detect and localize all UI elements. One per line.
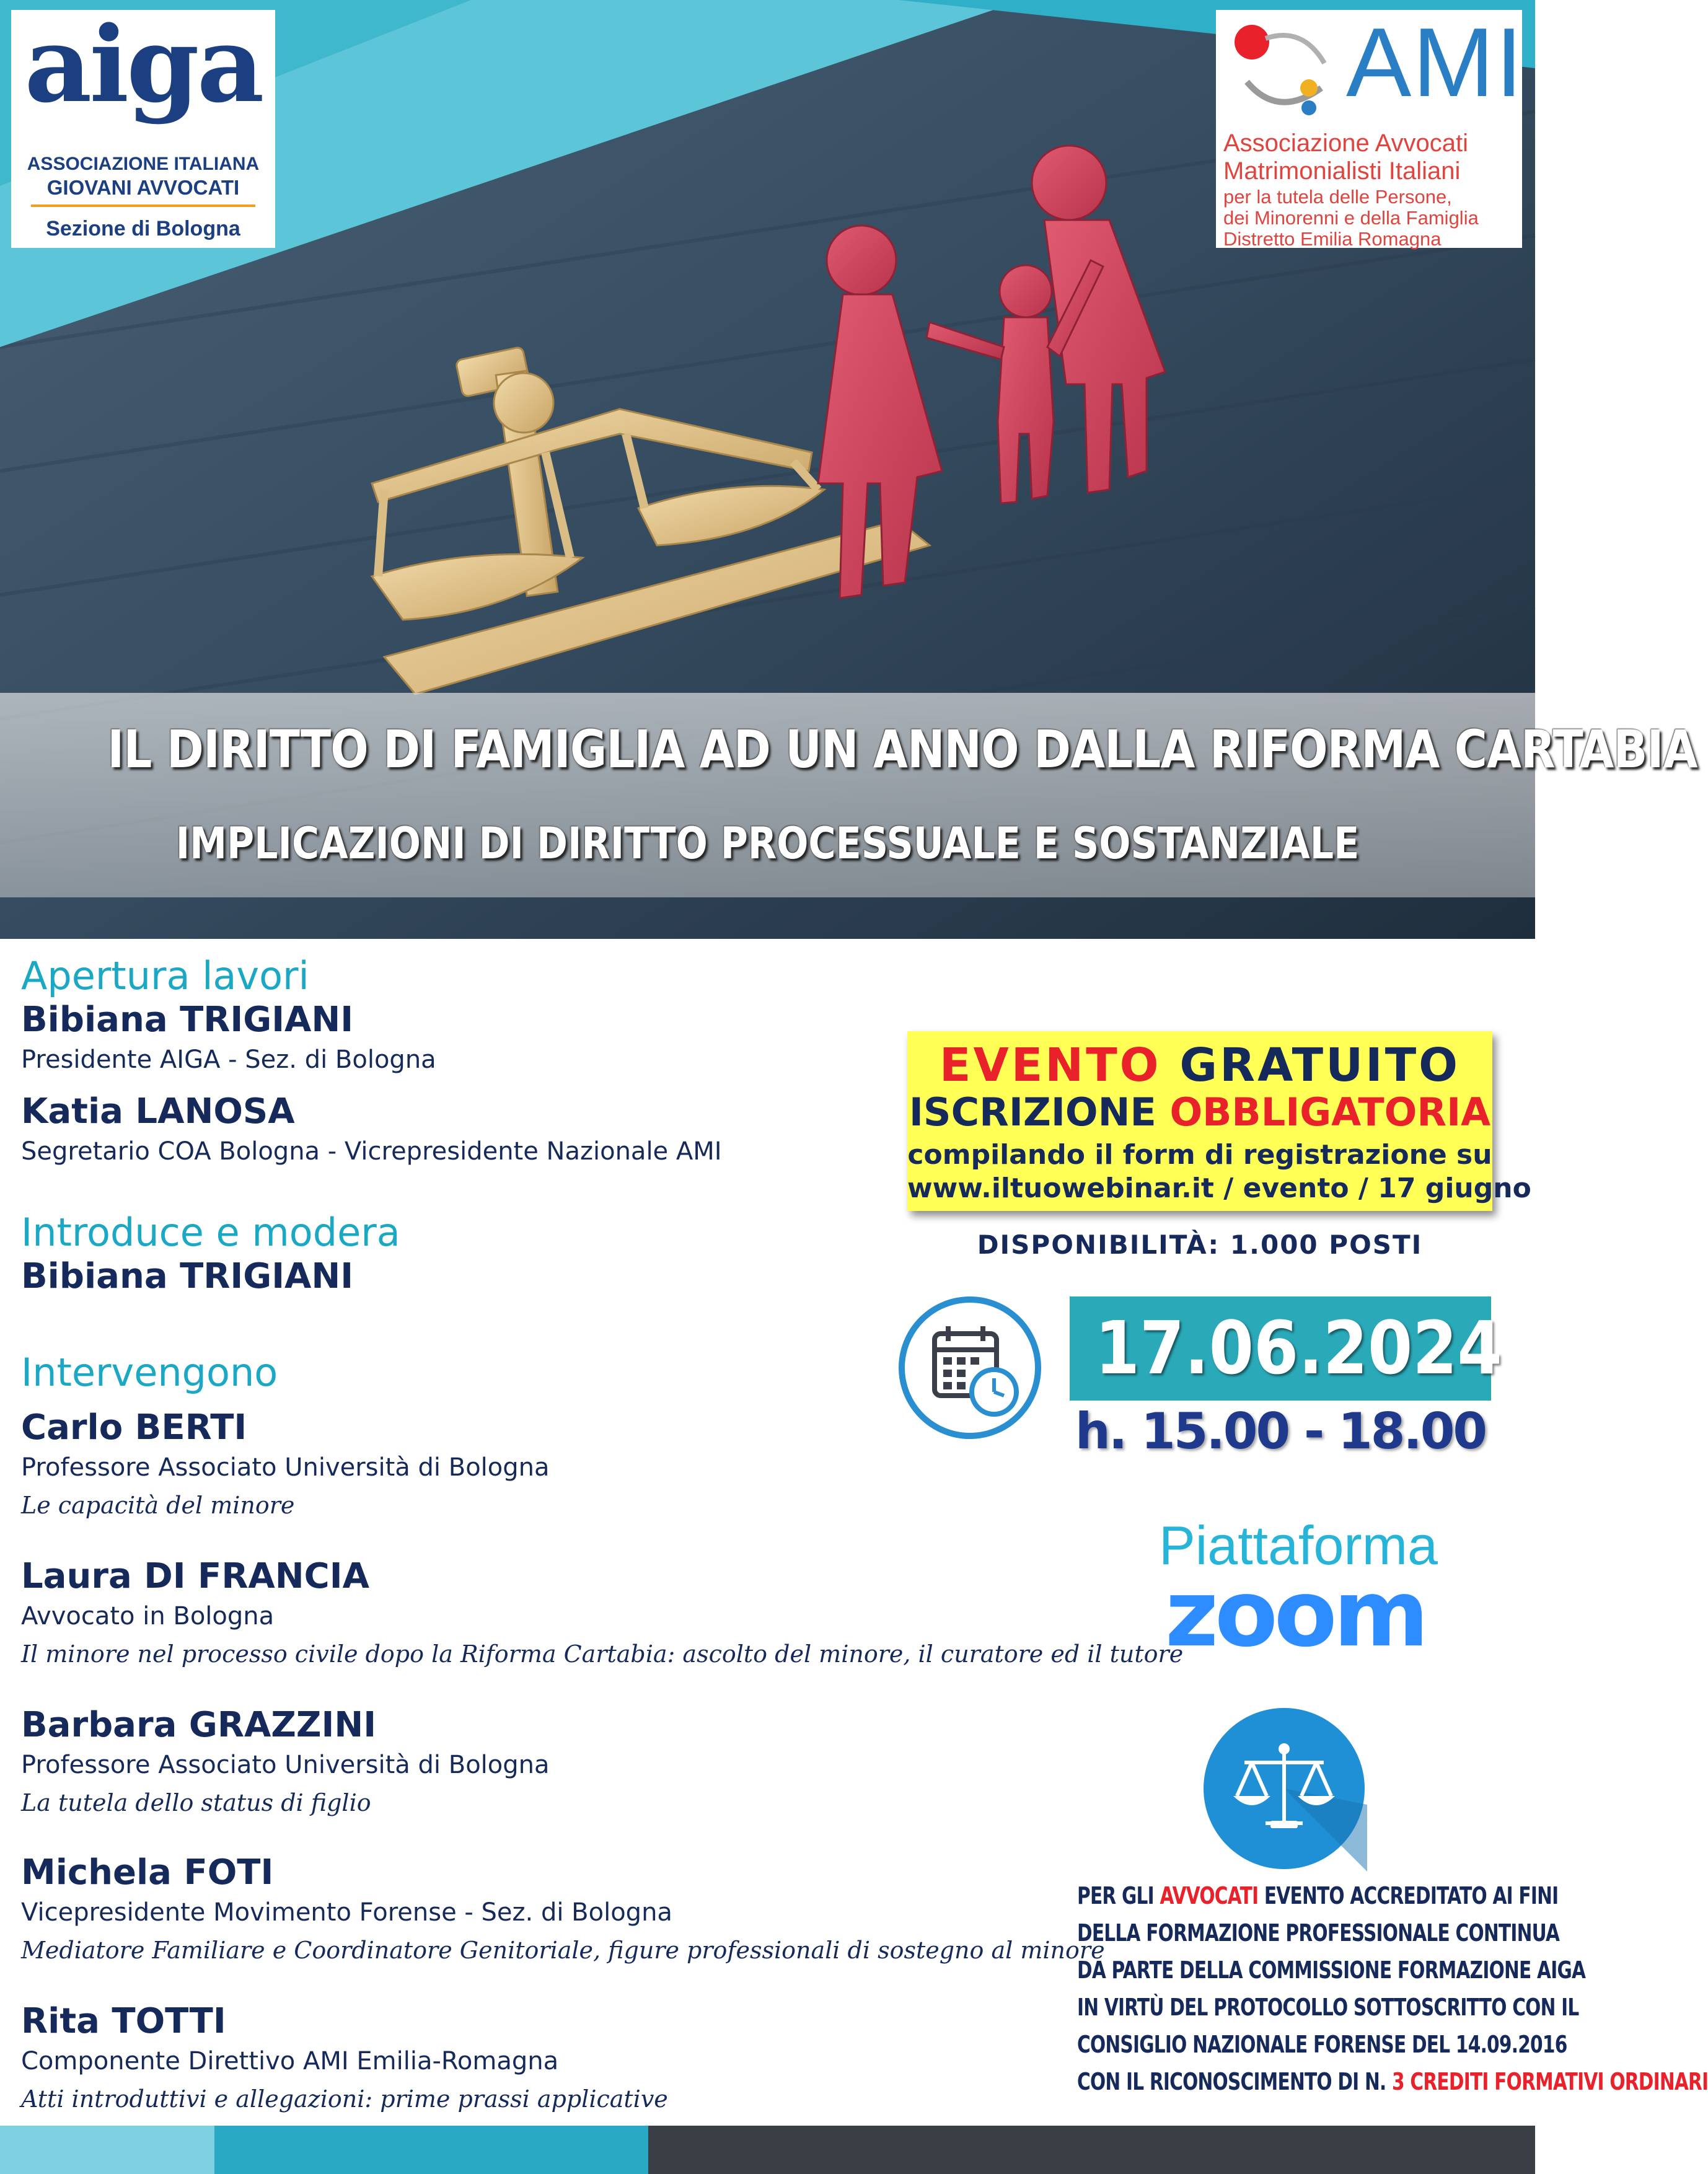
ami-line-5: Distretto Emilia Romagna — [1223, 228, 1442, 250]
accreditation-line-1: PER GLI AVVOCATI EVENTO ACCREDITATO AI FINI — [1077, 1882, 1559, 1909]
zoom-logo: zoom — [1165, 1560, 1425, 1667]
ami-line-4: dei Minorenni e della Famiglia — [1223, 207, 1479, 229]
registration-box — [907, 1031, 1531, 1211]
ami-line-1: Associazione Avvocati — [1223, 130, 1469, 157]
accreditation-line-5: CONSIGLIO NAZIONALE FORENSE DEL 14.09.2016 — [1077, 2031, 1567, 2058]
event-date: 17.06.2024 — [1094, 1305, 1502, 1391]
aiga-logo — [11, 3, 275, 248]
heading-moderator: Introduce e modera — [21, 1210, 400, 1255]
speaker-topic: Le capacità del minore — [21, 1492, 295, 1519]
accreditation-line-4: IN VIRTÙ DEL PROTOCOLLO SOTTOSCRITTO CON IL — [1077, 1994, 1579, 2021]
availability: DISPONIBILITÀ: 1.000 POSTI — [977, 1230, 1423, 1260]
accreditation-line-6: CON IL RICONOSCIMENTO DI N. 3 CREDITI FORMATIVI ORDINARI — [1077, 2068, 1708, 2095]
free-word: GRATUITO — [1179, 1039, 1461, 1092]
event-time: h. 15.00 - 18.00 — [1075, 1402, 1486, 1460]
event-title: IL DIRITTO DI FAMIGLIA AD UN ANNO DALLA RIFORMA CARTABIA — [107, 719, 1697, 780]
footer-bar-teal — [214, 2126, 648, 2174]
speaker-role: Professore Associato Università di Bologna — [21, 1453, 550, 1482]
ami-emblem-icon — [1222, 14, 1346, 131]
speaker-name: Carlo BERTI — [21, 1407, 247, 1448]
mandatory-word: OBBLIGATORIA — [1169, 1089, 1491, 1135]
heading-opening: Apertura lavori — [21, 953, 309, 998]
aiga-divider — [31, 205, 255, 207]
accreditation-line-2: DELLA FORMAZIONE PROFESSIONALE CONTINUA — [1077, 1919, 1560, 1947]
signup-word: ISCRIZIONE — [909, 1089, 1156, 1135]
ami-line-2: Matrimonialisti Italiani — [1223, 157, 1461, 185]
footer-bar-dark — [648, 2126, 1535, 2174]
calendar-clock-icon — [897, 1295, 1042, 1440]
free-event-line — [907, 1039, 1492, 1092]
speaker-topic: Mediatore Familiare e Coordinatore Genitoriale, figure professionali di sostegno al minore — [21, 1937, 1105, 1964]
event-word: EVENTO — [939, 1039, 1161, 1092]
speaker-topic: Atti introduttivi e allegazioni: prime prassi applicative — [21, 2085, 668, 2113]
speaker-name: Barbara GRAZZINI — [21, 1705, 377, 1745]
speaker-name: Katia LANOSA — [21, 1091, 295, 1132]
speaker-role: Presidente AIGA - Sez. di Bologna — [21, 1045, 436, 1074]
speaker-name: Bibiana TRIGIANI — [21, 1000, 354, 1040]
ami-wordmark: AMI — [1346, 8, 1524, 117]
ami-logo — [1216, 10, 1522, 248]
date-box — [1070, 1296, 1502, 1401]
aiga-line-2: GIOVANI AVVOCATI — [46, 176, 240, 199]
speaker-name: Rita TOTTI — [21, 2001, 226, 2041]
speaker-name: Laura DI FRANCIA — [21, 1556, 369, 1596]
moderator-name: Bibiana TRIGIANI — [21, 1256, 354, 1296]
speaker-role: Segretario COA Bologna - Vicrepresidente Nazionale AMI — [21, 1137, 722, 1166]
speaker-role: Vicepresidente Movimento Forense - Sez. di Bologna — [21, 1898, 672, 1927]
speaker-topic: Il minore nel processo civile dopo la Riforma Cartabia: ascolto del minore, il curatore ed il tutore — [21, 1640, 1184, 1668]
ami-line-3: per la tutela delle Persone, — [1223, 186, 1452, 208]
heading-speakers: Intervengono — [21, 1350, 278, 1395]
footer-bar-light — [0, 2126, 214, 2174]
platform-label: Piattaforma — [1159, 1515, 1438, 1576]
speaker-topic: La tutela dello status di figlio — [21, 1789, 371, 1816]
accreditation-line-3: DA PARTE DELLA COMMISSIONE FORMAZIONE AIGA — [1077, 1956, 1586, 1984]
speaker-role: Componente Direttivo AMI Emilia-Romagna — [21, 2047, 559, 2075]
speaker-role: Avvocato in Bologna — [21, 1602, 275, 1630]
aiga-wordmark: aiga — [24, 3, 262, 126]
event-subtitle: IMPLICAZIONI DI DIRITTO PROCESSUALE E SOSTANZIALE — [175, 818, 1360, 869]
aiga-section: Sezione di Bologna — [46, 217, 240, 240]
registration-instructions: compilando il form di registrazione su — [907, 1139, 1492, 1171]
scale-of-justice-icon — [1201, 1705, 1367, 1872]
aiga-line-1: ASSOCIAZIONE ITALIANA — [27, 154, 260, 174]
mandatory-line — [907, 1089, 1492, 1135]
speaker-name: Michela FOTI — [21, 1852, 274, 1893]
registration-url[interactable]: www.iltuowebinar.it / evento / 17 giugno — [907, 1173, 1531, 1204]
speaker-role: Professore Associato Università di Bologna — [21, 1751, 550, 1779]
hero-banner — [0, 0, 1697, 939]
